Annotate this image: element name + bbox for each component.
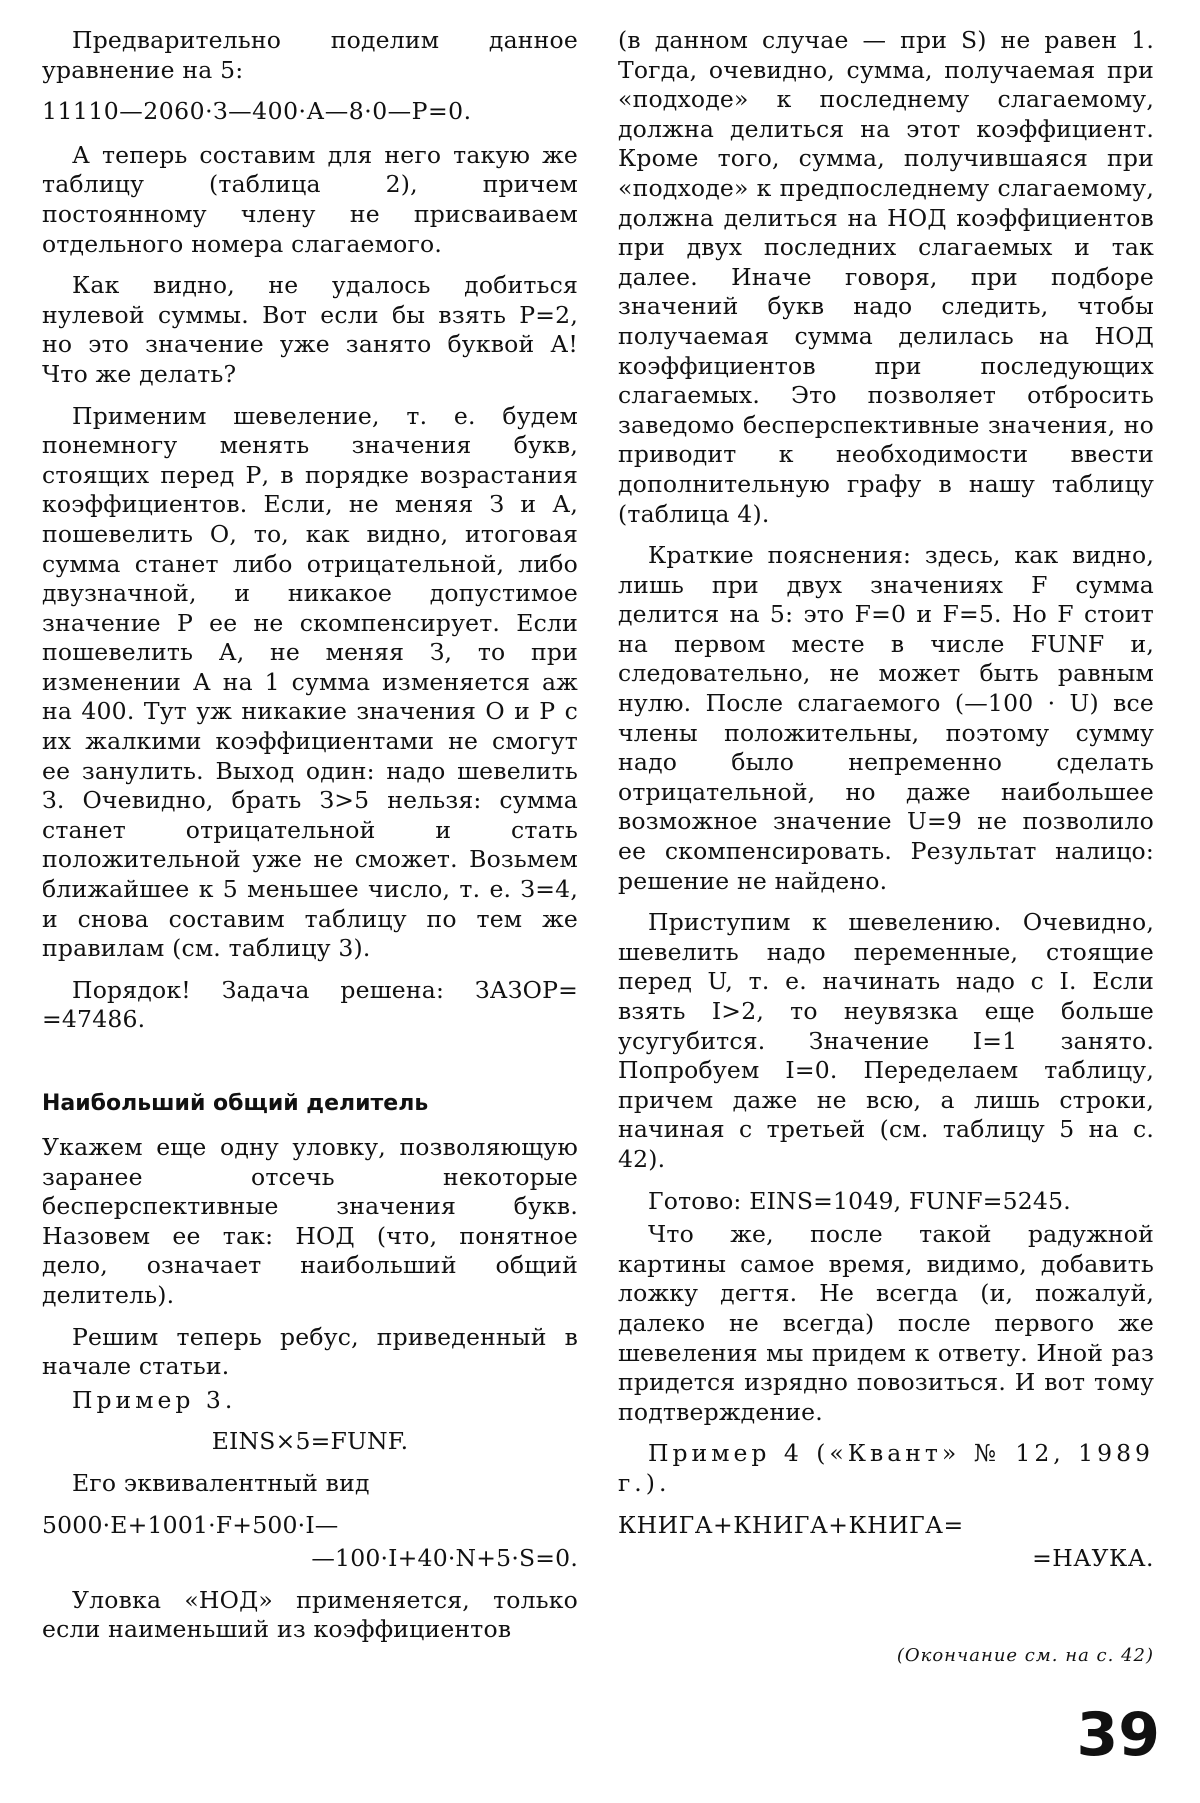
left-column bbox=[42, 26, 578, 1649]
equation-line-2: —100·I+40·N+5·S=0. bbox=[311, 1544, 578, 1573]
paragraph-spoon-of-tar: Что же, после такой радужной картины самое время, видимо, добавить ложку дегтя. Не всегда (и, пожалуй, далеко не всегда) после первого же шевеления мы придем к ответу. Иной раз придется изрядно повозиться. И вот тому подтверждение. bbox=[618, 1220, 1154, 1426]
rebus-eins: EINS×5=FUNF. bbox=[211, 1427, 409, 1456]
paragraph-nod-condition: Уловка «НОД» применяется, только если наименьший из коэффициентов bbox=[42, 1585, 578, 1644]
page-number: 39 bbox=[1076, 1700, 1160, 1770]
equation-line-1: 5000·E+1001·F+500·I— bbox=[42, 1510, 339, 1539]
paragraph-shevelenie: Применим шевеление, т. е. будем понемногу менять значения букв, стоящих перед Р, в порядке возрастания коэффициентов. Если, не меняя З и А, пошевелить О, то, как видно, итоговая сумма станет либо отрицательной, либо двузначной, и никакое допустимое значение Р ее не скомпенсирует. Если пошевелить А, не меняя З, то при изменении А на 1 сумма изменяется аж на 400. Тут уж никакие значения О и Р с их жалкими коэффициентами не смогут ее занулить. Выход один: надо шевелить З. Очевидно, брать З>5 нельзя: сумма станет отрицательной и стать положительной уже не сможет. Возьмем ближайшее к 5 меньшее число, т. е. З=4, и снова составим таблицу по тем же правилам (см. таблицу 3). bbox=[42, 401, 578, 963]
paragraph-intro: Предварительно поделим данное уравнение на 5: bbox=[42, 26, 578, 84]
section-heading: Наибольший общий делитель bbox=[42, 1091, 429, 1116]
right-column bbox=[618, 26, 1154, 1578]
paragraph-move-i: Приступим к шевелению. Очевидно, шевелить надо переменные, стоящие перед U, т. е. начинать надо с I. Если взять I>2, то неувязка еще больше усугубится. Значение I=1 занято. Попробуем I=0. Переделаем таблицу, причем даже не всю, а лишь строки, начиная с третьей (см. таблицу 5 на с. 42). bbox=[618, 908, 1154, 1173]
paragraph-rebus: Решим теперь ребус, приведенный в начале статьи. bbox=[42, 1322, 578, 1381]
paragraph-ready: Готово: EINS=1049, FUNF=5245. bbox=[648, 1186, 1071, 1215]
continuation-note: (Окончание см. на с. 42) bbox=[896, 1645, 1154, 1666]
rebus-kniga-line-1: КНИГА+КНИГА+КНИГА= bbox=[618, 1510, 964, 1539]
paragraph-no-zero-sum: Как видно, не удалось добиться нулевой суммы. Вот если бы взять Р=2, но это значение уже занято буквой А! Что же делать? bbox=[42, 271, 578, 388]
paragraph-equivalent: Его эквивалентный вид bbox=[72, 1468, 370, 1497]
example-3-label: Пример 3. bbox=[72, 1385, 237, 1414]
rebus-kniga-line-2: =НАУКА. bbox=[1032, 1544, 1154, 1573]
paragraph-explanation: Краткие пояснения: здесь, как видно, лишь при двух значениях F сумма делится на 5: это F=0 и F=5. Но F стоит на первом месте в числе FUNF и, следовательно, не может быть равным нулю. После слагаемого (—100 · U) все члены положительны, поэтому сумму надо было непременно сделать отрицательной, но даже наибольшее возможное значение U=9 не позволило ее скомпенсировать. Результат налицо: решение не найдено. bbox=[618, 541, 1154, 895]
paragraph-solved: Порядок! Задача решена: ЗАЗОР= =47486. bbox=[42, 975, 578, 1034]
paragraph-table2: А теперь составим для него такую же таблицу (таблица 2), причем постоянному члену не присваиваем отдельного номера слагаемого. bbox=[42, 140, 578, 258]
paragraph-coefficient: (в данном случае — при S) не равен 1. Тогда, очевидно, сумма, получаемая при «подходе» к последнему слагаемому, должна делиться на этот коэффициент. Кроме того, сумма, получившаяся при «подходе» к предпоследнему слагаемому, должна делиться на НОД коэффициентов при двух последних слагаемых и так далее. Иначе говоря, при подборе значений букв надо следить, чтобы получаемая сумма делилась на НОД коэффициентов при последующих слагаемых. Это позволяет отбросить заведомо бесперспективные значения, но приводит к необходимости ввести дополнительную графу в нашу таблицу (таблица 4). bbox=[618, 26, 1154, 528]
paragraph-nod-intro: Укажем еще одну уловку, позволяющую заранее отсечь некоторые бесперспективные значения букв. Назовем ее так: НОД (что, понятное дело, означает наибольший общий делитель). bbox=[42, 1133, 578, 1309]
equation-divided: 11110—2060·З—400·А—8·0—Р=0. bbox=[42, 97, 472, 126]
example-4-label: Пример 4 («Квант» № 12, 1989 г.). bbox=[618, 1439, 1154, 1497]
